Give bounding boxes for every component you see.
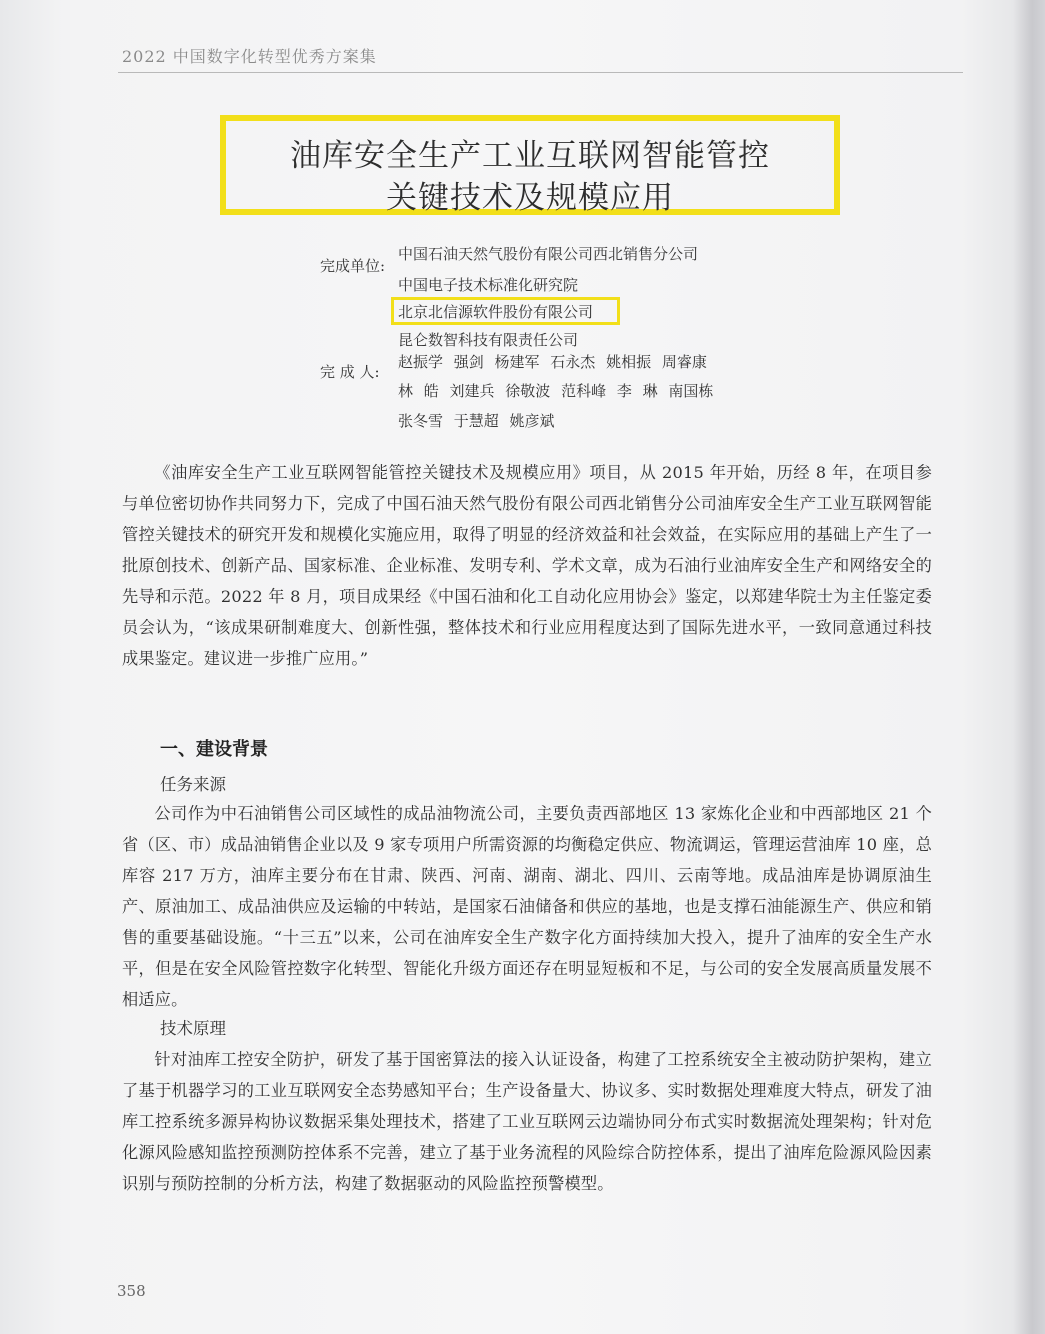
page-spine-shadow (1013, 0, 1045, 1334)
running-header: 2022 中国数字化转型优秀方案集 (122, 47, 377, 66)
unit-item: 昆仑数智科技有限责任公司 (398, 331, 579, 349)
body-paragraph: 公司作为中石油销售公司区域性的成品油物流公司，主要负责西部地区 13 家炼化企业和中西部地区 21 个省（区、市）成品油销售企业以及 9 家专项用户所需资源的均衡稳定供应、物流调运，管理运营油库 10 座，总库容 217 万方，油库主要分布在甘肃、陕西、河南、湖南、湖北、四川、云南等地。成品油库是协调原油生产、原油加工、成品油供应及运输的中转站，是国家石油储备和供应的基地，也是支撑石油能源生产、供应和销售的重要基础设施。“十三五”以来，公司在油库安全生产数字化方面持续加大投入，提升了油库的安全生产水平，但是在安全风险管控数字化转型、智能化升级方面还存在明显短板和不足，与公司的安全发展高质量发展不相适应。 (122, 804, 932, 1009)
people-line: 张冬雪 于慧超 姚彦斌 (398, 412, 555, 430)
unit-item: 中国电子技术标准化研究院 (398, 276, 579, 294)
unit-item: 中国石油天然气股份有限公司西北销售分公司 (398, 245, 699, 263)
subsection-heading: 技术原理 (160, 1019, 226, 1038)
title-line-1: 油库安全生产工业互联网智能管控 (290, 138, 770, 174)
title-line-2: 关键技术及规模应用 (386, 180, 674, 216)
section-heading: 一、建设背景 (160, 739, 268, 760)
units-label: 完成单位: (320, 257, 386, 275)
people-line: 林 皓 刘建兵 徐敬波 范科峰 李 琳 南国栋 (398, 382, 714, 400)
people-label: 完 成 人: (320, 363, 380, 381)
header-rule (118, 72, 963, 73)
unit-item-highlighted: 北京北信源软件股份有限公司 (398, 303, 594, 321)
body-paragraph: 针对油库工控安全防护，研发了基于国密算法的接入认证设备，构建了工控系统安全主被动防护架构，建立了基于机器学习的工业互联网安全态势感知平台；生产设备量大、协议多、实时数据处理难度大特点，研发了油库工控系统多源异构协议数据采集处理技术，搭建了工业互联网云边端协同分布式实时数据流处理架构；针对危化源风险感知监控预测防控体系不完善，建立了基于业务流程的风险综合防控体系，提出了油库危险源风险因素识别与预防控制的分析方法，构建了数据驱动的风险监控预警模型。 (122, 1050, 932, 1193)
page-number: 358 (117, 1282, 146, 1300)
people-line: 赵振学 强剑 杨建军 石永杰 姚相振 周睿康 (398, 353, 707, 371)
intro-paragraph: 《油库安全生产工业互联网智能管控关键技术及规模应用》项目，从 2015 年开始，历经 8 年，在项目参与单位密切协作共同努力下，完成了中国石油天然气股份有限公司西北销售分公司油库安全生产工业互联网智能管控关键技术的研究开发和规模化实施应用，取得了明显的经济效益和社会效益，在实际应用的基础上产生了一批原创技术、创新产品、国家标准、企业标准、发明专利、学术文章，成为石油行业油库安全生产和网络安全的先导和示范。2022 年 8 月，项目成果经《中国石油和化工自动化应用协会》鉴定，以郑建华院士为主任鉴定委员会认为，“该成果研制难度大、创新性强，整体技术和行业应用程度达到了国际先进水平，一致同意通过科技成果鉴定。建议进一步推广应用。” (122, 463, 932, 668)
subsection-heading: 任务来源 (160, 775, 226, 794)
